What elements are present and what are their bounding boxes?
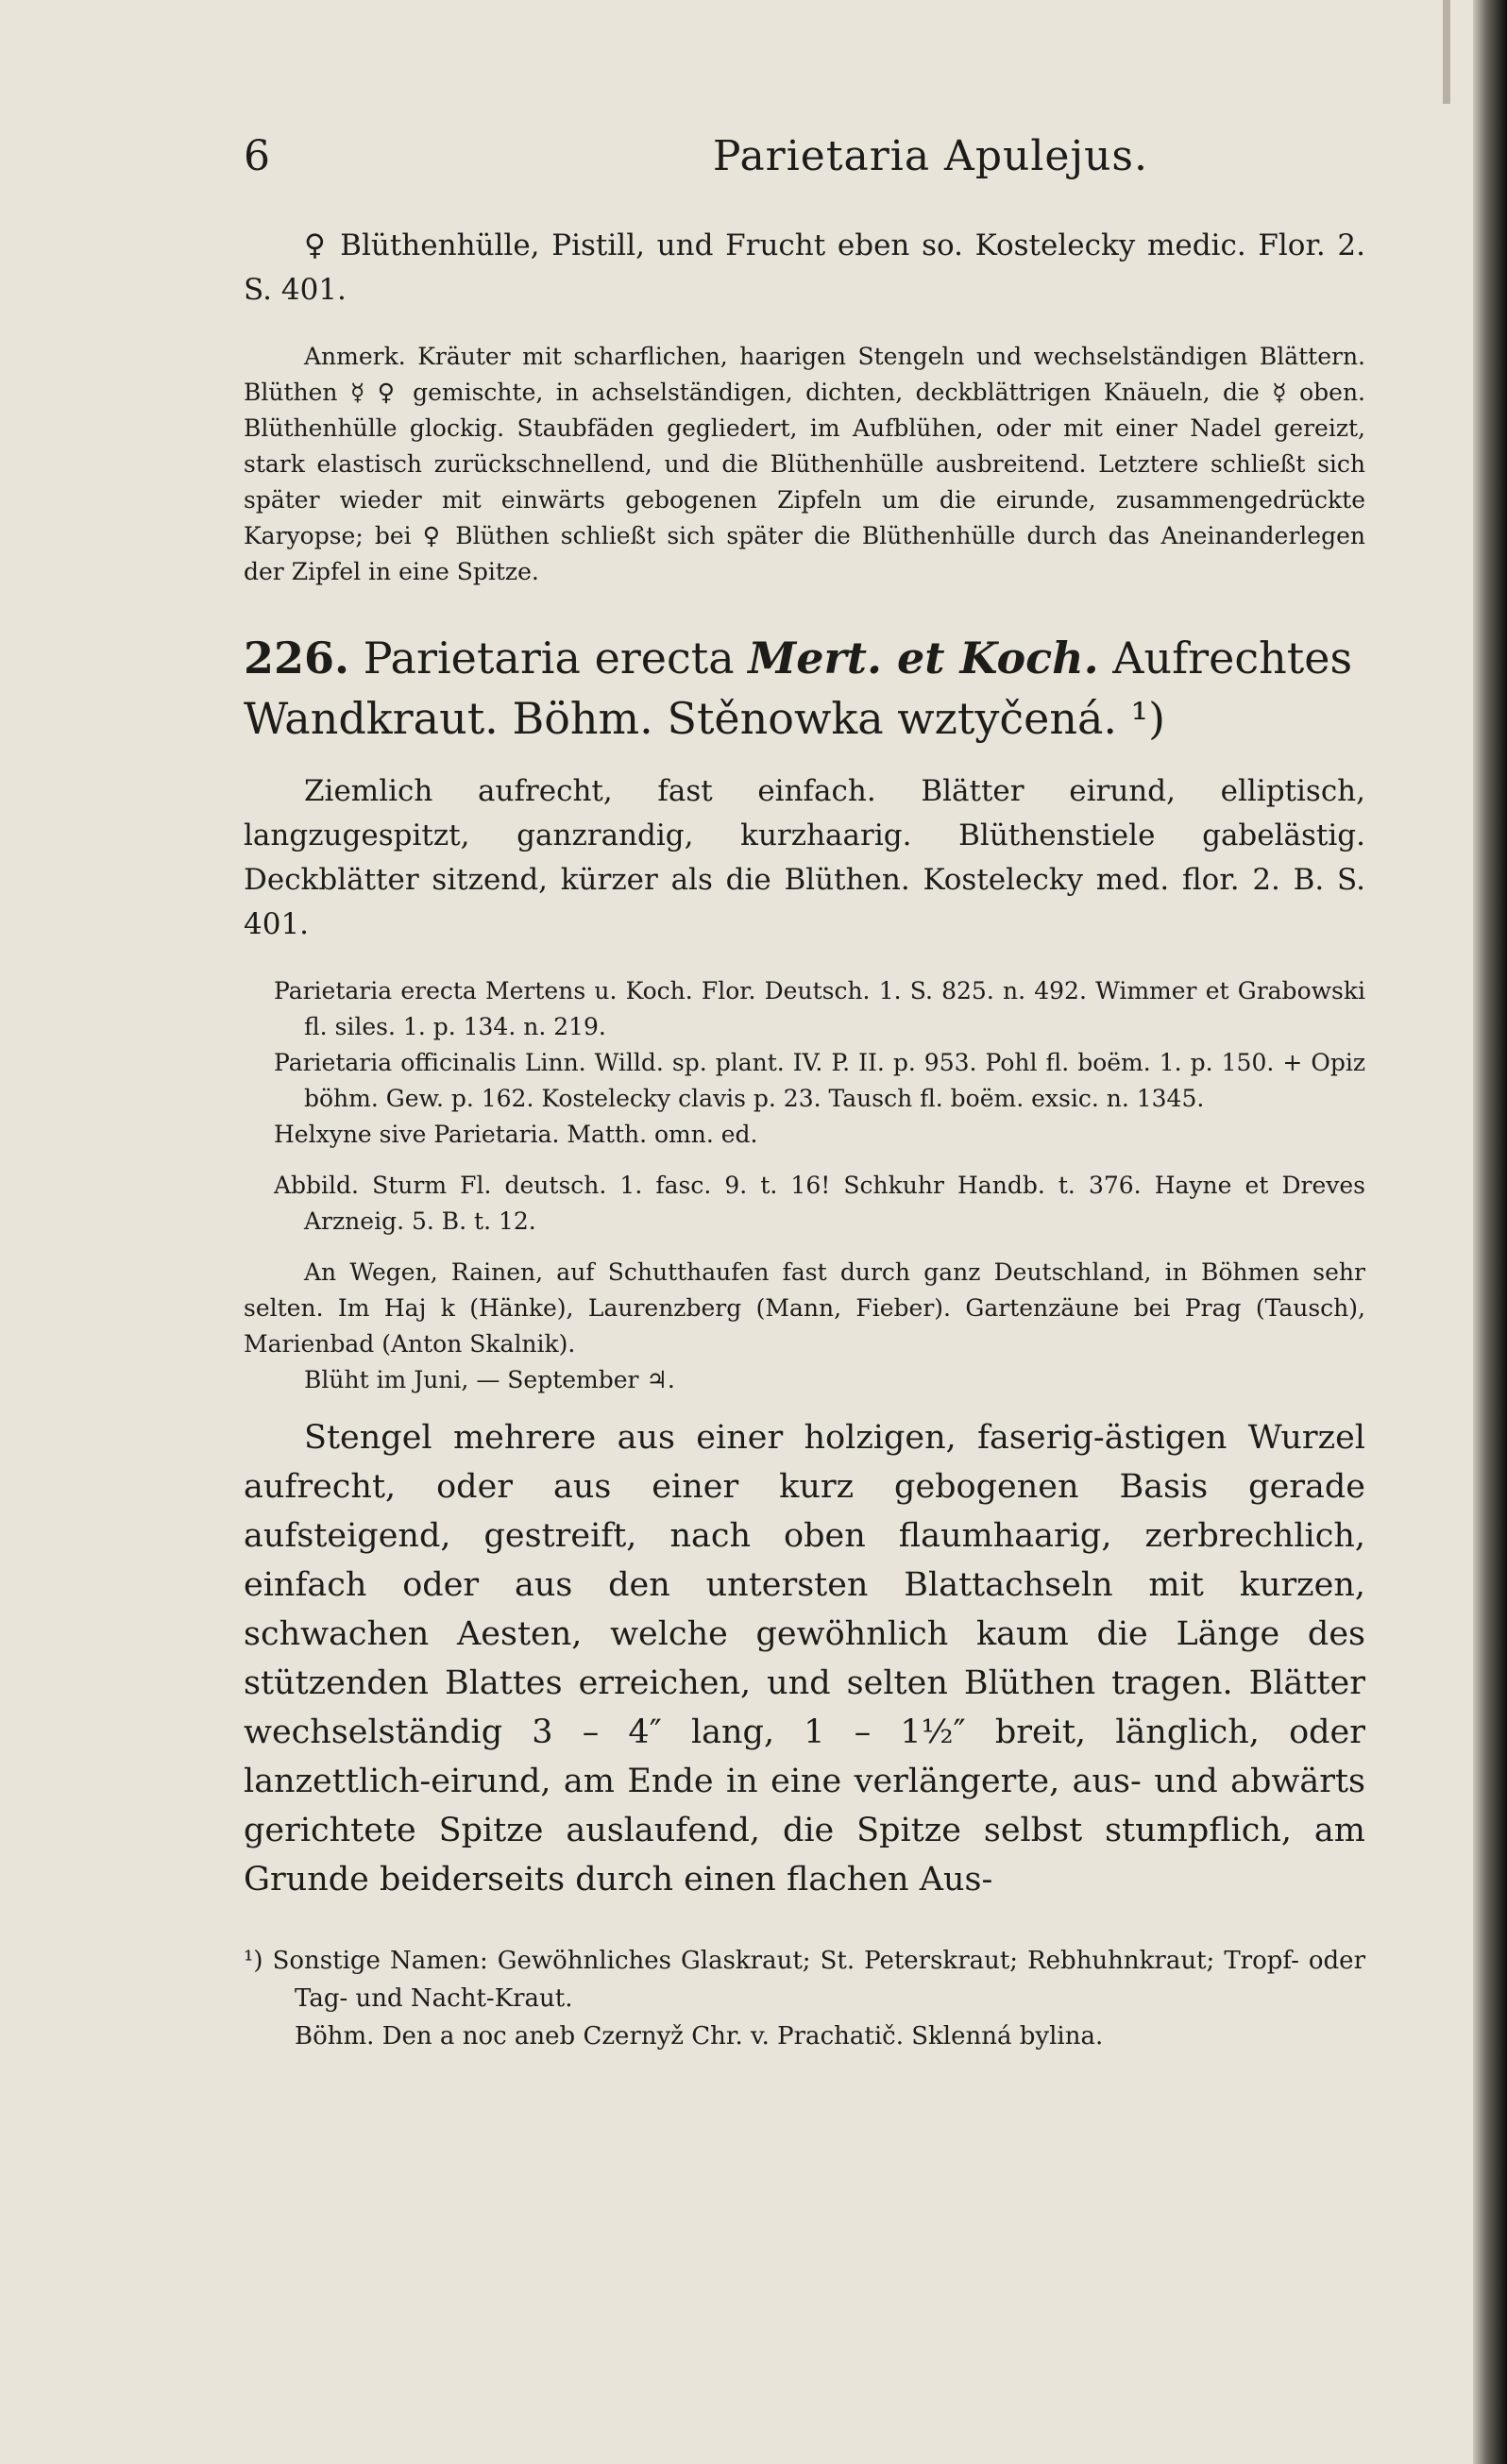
species-heading (244, 628, 1365, 749)
stem-description: Stengel mehrere aus einer holzigen, faserig-ästigen Wurzel aufrecht, oder aus einer kurz gebogenen Basis gerade aufsteigend, gestreift, nach oben flaumhaarig, zerbrechlich, einfach oder aus den untersten Blattachseln mit kurzen, schwachen Aesten, welche gewöhnlich kaum die Länge des stützenden Blattes erreichen, und selten Blüthen tragen. Blätter wechselständig 3 – 4″ lang, 1 – 1½″ breit, länglich, oder lanzettlich-eirund, am Ende in eine verlängerte, aus- und abwärts gerichtete Spitze auslaufend, die Spitze selbst stumpflich, am Grunde beiderseits durch einen flachen Aus- (244, 1419, 1365, 1899)
footnote-marker: ¹) (244, 1947, 263, 1975)
species-description: Ziemlich aufrecht, fast einfach. Blätter eirund, elliptisch, langzugespitzt, ganzrandig, kurzhaarig. Blüthenstiele gabelästig. Deckblätter sitzend, kürzer als die Blüthen. Kostelecky med. flor. 2. B. S. 401. (244, 774, 1365, 941)
page-number: 6 (244, 132, 270, 180)
running-title: Parietaria Apulejus. (712, 132, 1148, 180)
synonym-entry: Parietaria erecta Mertens u. Koch. Flor. Deutsch. 1. S. 825. n. 492. Wimmer et Grabowski fl. siles. 1. p. 134. n. 219. (274, 977, 1365, 1040)
footnote-1 (244, 1942, 1365, 2017)
synonym-entry: Parietaria officinalis Linn. Willd. sp. plant. IV. P. II. p. 953. Pohl fl. boëm. 1. p. 150. + Opiz böhm. Gew. p. 162. Kostelecky clavis p. 23. Tausch fl. boëm. exsic. n. 1345. (274, 1049, 1365, 1112)
footnote-reference: ¹) (1130, 693, 1166, 744)
flowering-time: Blüht im Juni, — September ♃. (304, 1366, 675, 1393)
species-czech-label: Böhm. (512, 693, 653, 744)
species-authority: Mert. et Koch. (748, 633, 1099, 684)
species-latin-name: Parietaria erecta (363, 633, 735, 684)
habitat-text: An Wegen, Rainen, auf Schutthaufen fast durch ganz Deutschland, in Böhmen sehr selten. Im Haj k (Hänke), Laurenzberg (Mann, Fieber). Gartenzäune bei Prag (Tausch), Marienbad (Anton Skalnik). (244, 1258, 1365, 1358)
footnotes (244, 1942, 1365, 2055)
genus-note: Anmerk. Kräuter mit scharflichen, haarigen Stengeln und wechselständigen Blättern. Blüthen ☿ ♀ gemischte, in achselständigen, dichten, deckblättrigen Knäueln, die ☿ oben. Blüthenhülle glockig. Staubfäden gegliedert, im Aufblühen, oder mit einer Nadel gereizt, stark elastisch zurückschnellend, und die Blüthenhülle ausbreitend. Letztere schließt sich später wieder mit einwärts gebogenen Zipfeln um die eirunde, zusammengedrückte Karyopse; bei ♀ Blüthen schließt sich später die Blüthenhülle durch das Aneinanderlegen der Zipfel in eine Spitze. (244, 343, 1365, 585)
species-number: 226. (244, 633, 350, 684)
species-german-name: Aufrechtes Wandkraut. (244, 633, 1353, 744)
synonym-entry: Helxyne sive Parietaria. Matth. omn. ed. (274, 1121, 758, 1148)
running-head (244, 132, 1365, 180)
synonym-list (244, 973, 1365, 1153)
page-edge-shadow (1443, 0, 1450, 104)
illustration-references: Abbild. Sturm Fl. deutsch. 1. fasc. 9. t. 16! Schkuhr Handb. t. 376. Hayne et Dreves Arzneig. 5. B. t. 12. (274, 1172, 1365, 1235)
previous-species-fruit-line: ♀ Blüthenhülle, Pistill, und Frucht eben so. Kostelecky medic. Flor. 2. S. 401. (244, 228, 1365, 307)
species-czech-name: Stěnowka wztyčená. (667, 693, 1118, 744)
page-content (244, 132, 1365, 2055)
footnote-1-continuation: Böhm. Den a noc aneb Czernyž Chr. v. Prachatič. Sklenná bylina. (295, 2022, 1104, 2051)
footnote-text: Sonstige Namen: Gewöhnliches Glaskraut; St. Peterskraut; Rebhuhnkraut; Tropf- oder Tag- und Nacht-Kraut. (272, 1947, 1365, 2013)
